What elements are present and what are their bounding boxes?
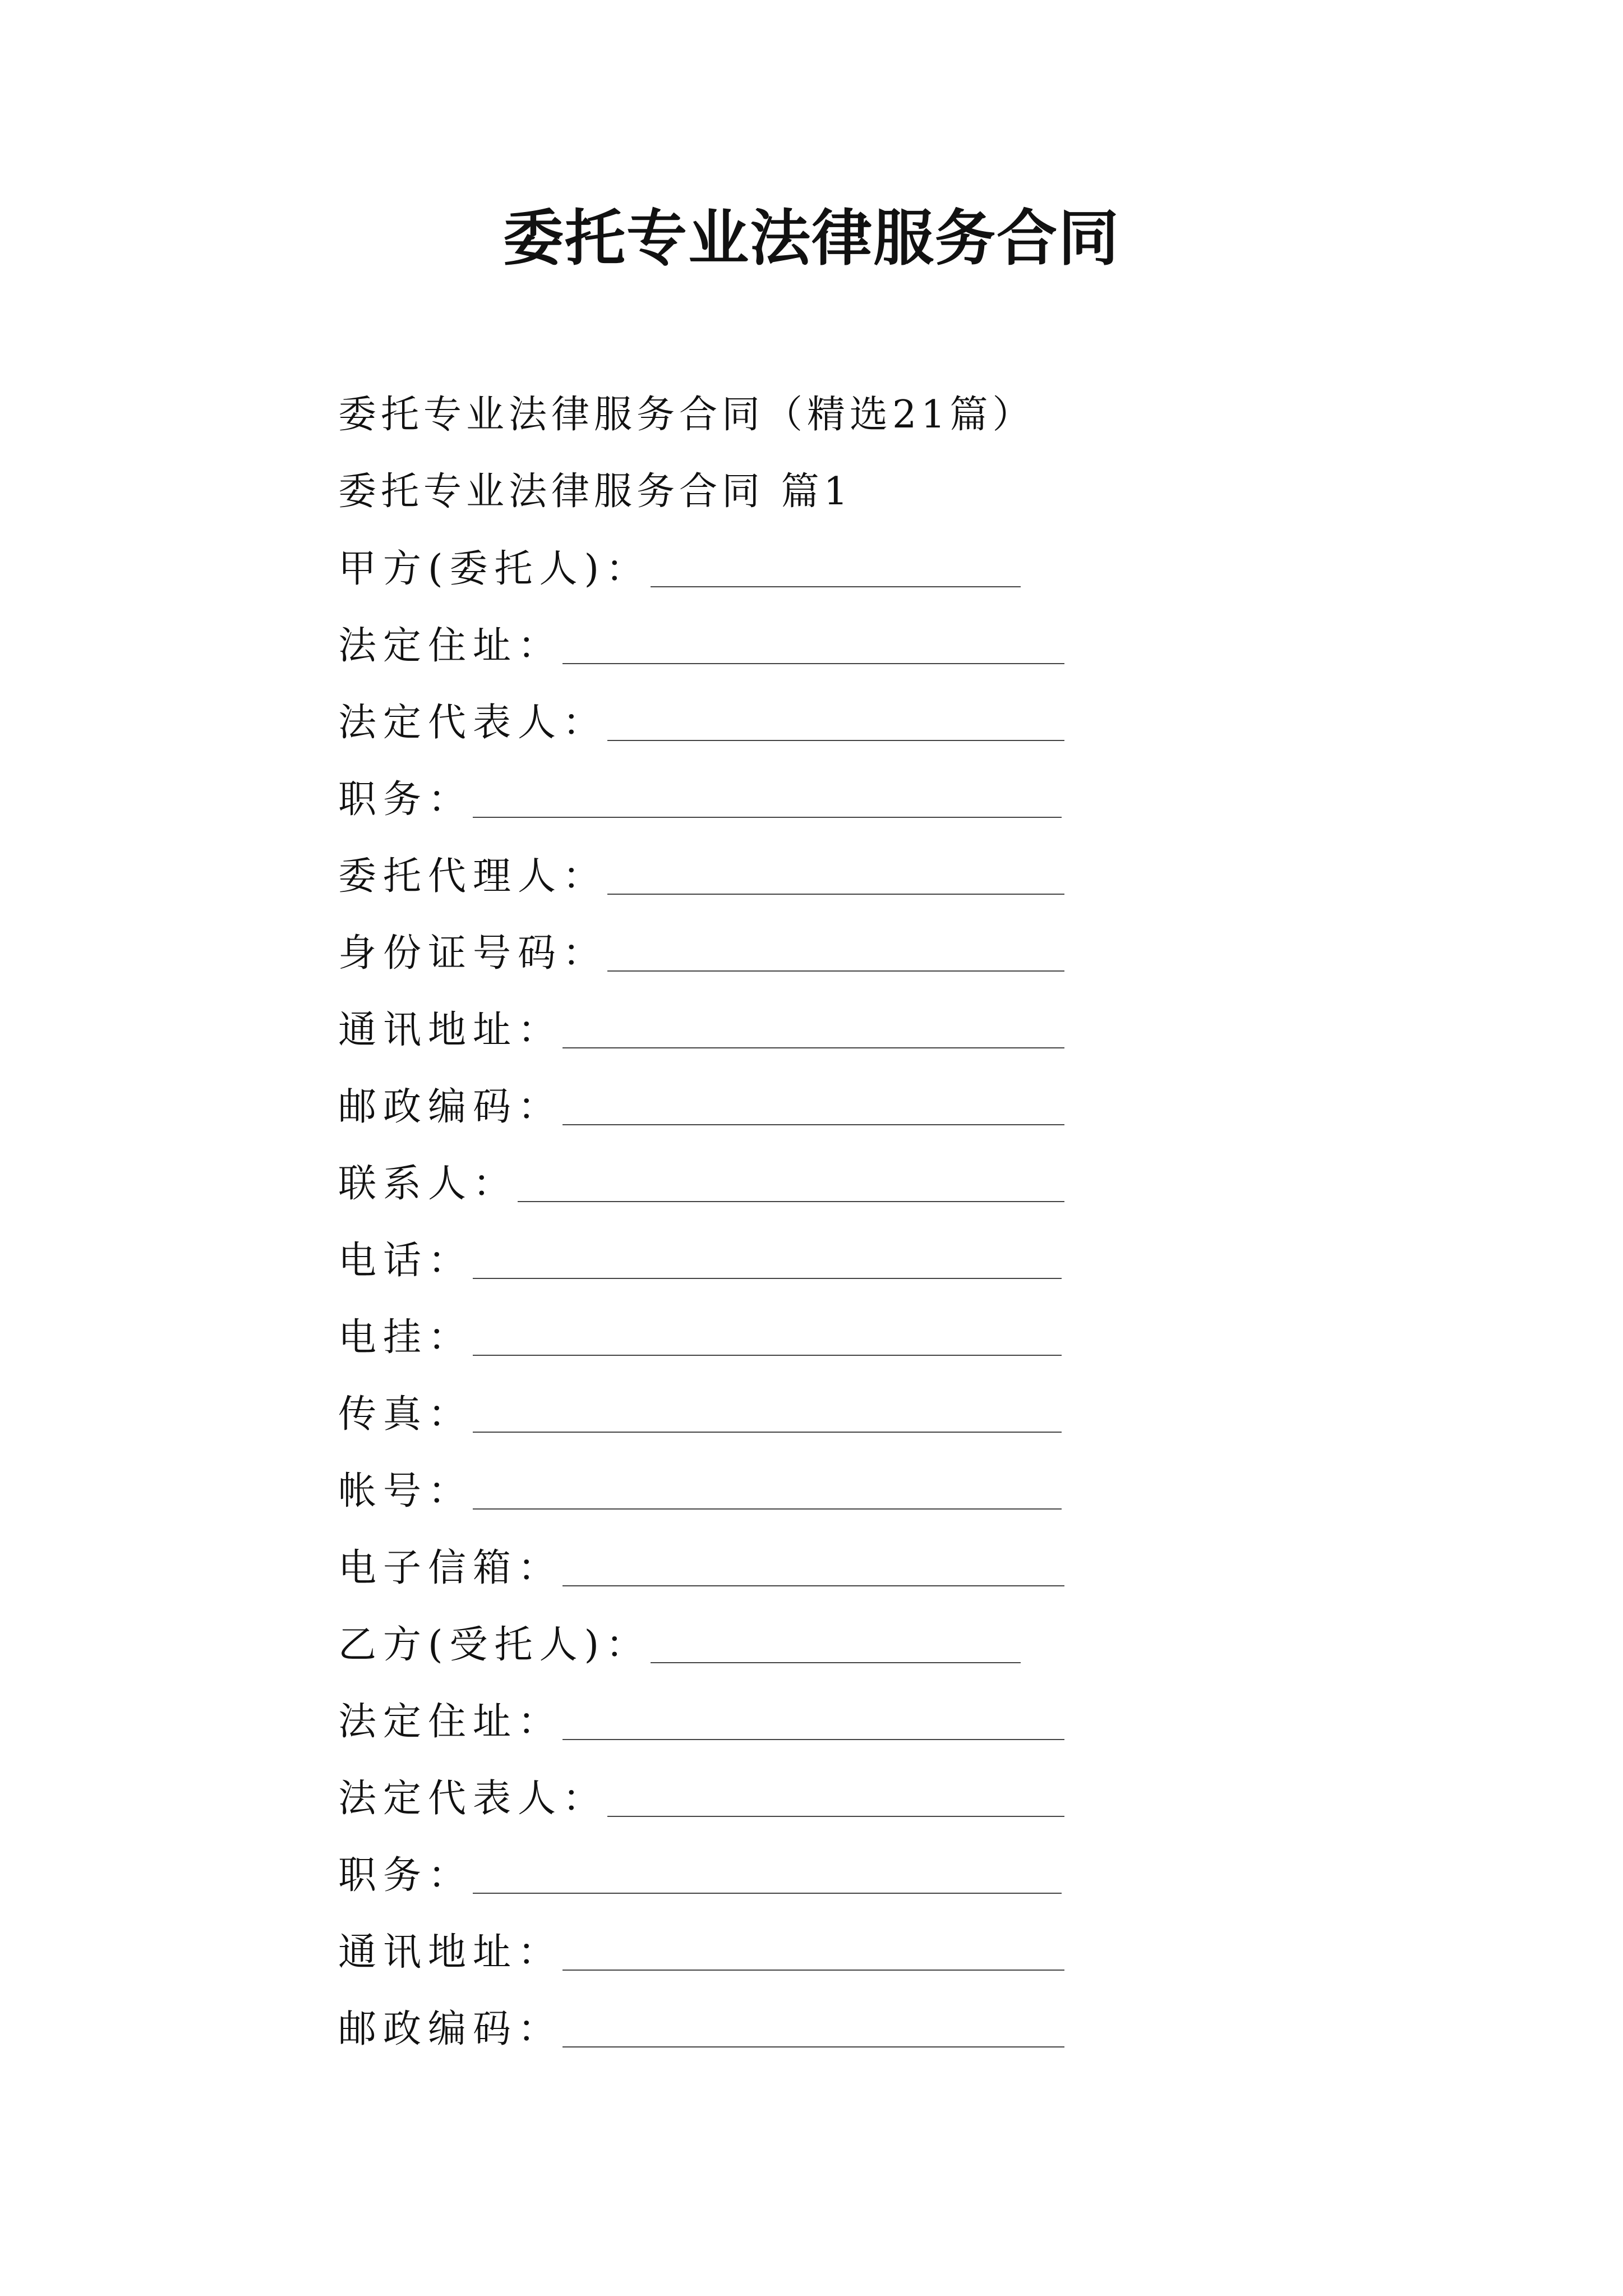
party-b-label: 乙方(受托人)： [338, 1623, 651, 1667]
field-label: 职务： [338, 1853, 473, 1898]
field-label: 法定住址： [338, 1700, 563, 1744]
party-a-field-row [338, 843, 1064, 905]
field-label: 委托代理人： [338, 854, 608, 899]
party-b-field-row [338, 1996, 1064, 2058]
field-label: 联系人： [338, 1162, 518, 1206]
field-label: 电挂： [338, 1315, 473, 1360]
field-label: 传真： [338, 1392, 473, 1437]
field-label: 法定代表人： [338, 701, 608, 745]
party-a-field-row [338, 1304, 1062, 1366]
account-number-blank[interactable] [473, 1508, 1062, 1510]
legal-address-blank[interactable] [562, 663, 1064, 664]
field-label: 邮政编码： [338, 2007, 563, 2051]
party-a-field-row [338, 766, 1062, 828]
party-b-field-row [338, 1919, 1064, 1981]
position-blank[interactable] [473, 1893, 1062, 1894]
email-blank[interactable] [562, 1585, 1064, 1586]
document-title: 委托专业法律服务合同 [502, 203, 1120, 274]
party-a-field-row [338, 1458, 1062, 1520]
section-heading: 委托专业法律服务合同 篇1 [338, 470, 852, 514]
party-a-field-row [338, 689, 1064, 751]
telegraph-blank[interactable] [473, 1355, 1062, 1356]
party-a-heading-row [338, 536, 1021, 597]
field-label: 帐号： [338, 1469, 473, 1513]
party-a-label: 甲方(委托人)： [338, 547, 651, 591]
party-b-field-row [338, 1765, 1064, 1827]
field-label: 法定代表人： [338, 1777, 608, 1821]
party-a-name-blank[interactable] [651, 586, 1021, 587]
party-a-field-row [338, 1074, 1064, 1135]
phone-blank[interactable] [473, 1278, 1062, 1279]
field-label: 通讯地址： [338, 1930, 563, 1975]
legal-address-blank[interactable] [562, 1739, 1064, 1740]
id-number-blank[interactable] [607, 970, 1064, 972]
party-a-field-row [338, 1227, 1062, 1289]
field-label: 身份证号码： [338, 931, 608, 976]
document-subtitle: 委托专业法律服务合同（精选21篇） [338, 393, 1035, 437]
party-b-field-row [338, 1688, 1064, 1750]
postal-code-blank[interactable] [562, 1124, 1064, 1125]
fax-blank[interactable] [473, 1432, 1062, 1433]
party-b-name-blank[interactable] [651, 1662, 1021, 1663]
party-b-heading-row [338, 1612, 1021, 1673]
mailing-address-blank[interactable] [562, 1047, 1064, 1048]
party-a-field-row [338, 997, 1064, 1059]
party-a-field-row [338, 1535, 1064, 1596]
authorized-agent-blank[interactable] [607, 894, 1064, 895]
field-label: 通讯地址： [338, 1008, 563, 1052]
field-label: 职务： [338, 777, 473, 822]
legal-representative-blank[interactable] [607, 740, 1064, 741]
mailing-address-blank[interactable] [562, 1970, 1064, 1971]
field-label: 电话： [338, 1239, 473, 1283]
postal-code-blank[interactable] [562, 2046, 1064, 2047]
contact-person-blank[interactable] [518, 1201, 1064, 1202]
party-a-field-row [338, 613, 1064, 674]
party-a-field-row [338, 920, 1064, 982]
party-a-field-row [338, 1381, 1062, 1443]
position-blank[interactable] [473, 817, 1062, 818]
field-label: 法定住址： [338, 624, 563, 668]
field-label: 邮政编码： [338, 1085, 563, 1129]
party-b-field-row [338, 1842, 1062, 1904]
party-a-field-row [338, 1151, 1064, 1212]
field-label: 电子信箱： [338, 1546, 563, 1590]
legal-representative-blank[interactable] [607, 1816, 1064, 1817]
